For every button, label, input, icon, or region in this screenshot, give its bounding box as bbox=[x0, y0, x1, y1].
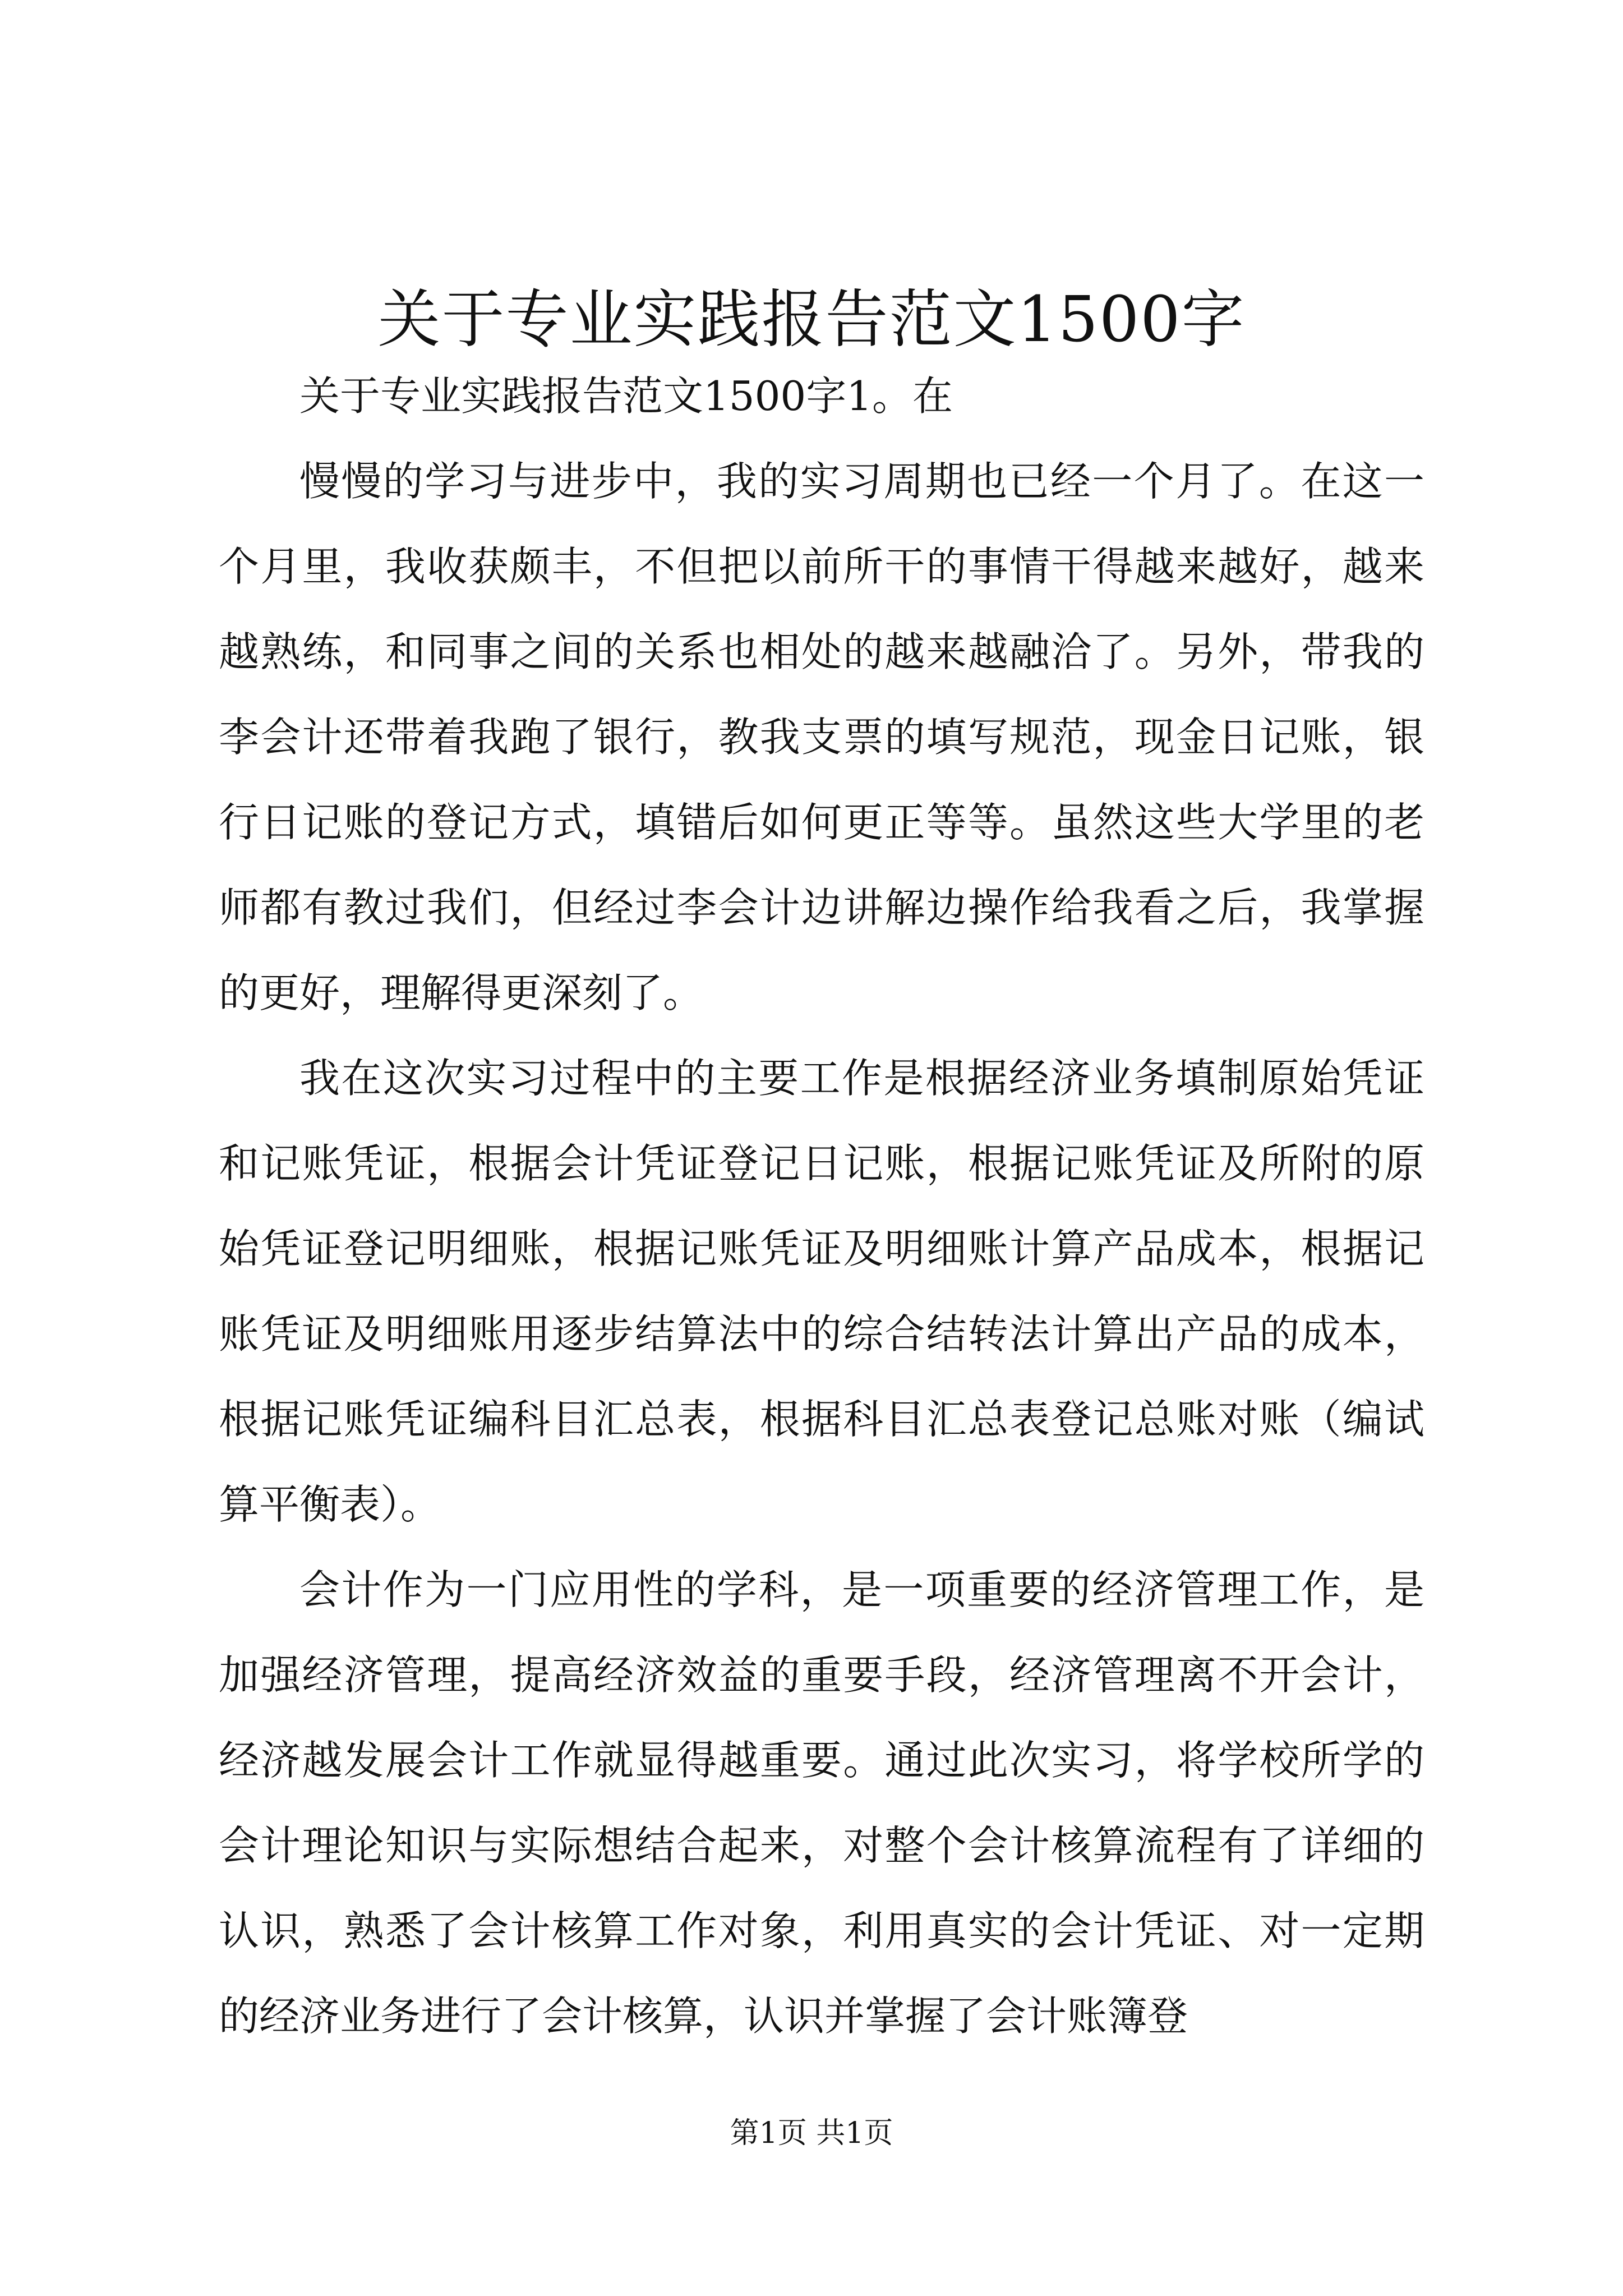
document-title: 关于专业实践报告范文1500字 bbox=[377, 283, 1246, 356]
paragraph: 慢慢的学习与进步中，我的实习周期也已经一个月了。在这一个月里，我收获颇丰，不但把以前所干的事情干得越来越好，越来越熟练，和同事之间的关系也相处的越来越融洽了。另外，带我的李会计还带着我跑了银行，教我支票的填写规范，现金日记账，银行日记账的登记方式，填错后如何更正等等。虽然这些大学里的老师都有教过我们，但经过李会计边讲解边操作给我看之后，我掌握的更好，理解得更深刻了。 bbox=[219, 458, 1424, 1016]
page-number-footer: 第1页 共1页 bbox=[730, 2116, 893, 2150]
paragraph: 关于专业实践报告范文1500字1。在 bbox=[299, 372, 953, 420]
document-body bbox=[219, 353, 1424, 2059]
paragraph: 我在这次实习过程中的主要工作是根据经济业务填制原始凭证和记账凭证，根据会计凭证登记日记账，根据记账凭证及所附的原始凭证登记明细账，根据记账凭证及明细账计算产品成本，根据记账凭证及明细账用逐步结算法中的综合结转法计算出产品的成本，根据记账凭证编科目汇总表，根据科目汇总表登记总账对账（编试算平衡表）。 bbox=[219, 1055, 1424, 1528]
paragraph: 会计作为一门应用性的学科，是一项重要的经济管理工作，是加强经济管理，提高经济效益的重要手段，经济管理离不开会计，经济越发展会计工作就显得越重要。通过此次实习，将学校所学的会计理论知识与实际想结合起来，对整个会计核算流程有了详细的认识，熟悉了会计核算工作对象，利用真实的会计凭证、对一定期的经济业务进行了会计核算，认识并掌握了会计账簿登 bbox=[219, 1566, 1424, 2040]
